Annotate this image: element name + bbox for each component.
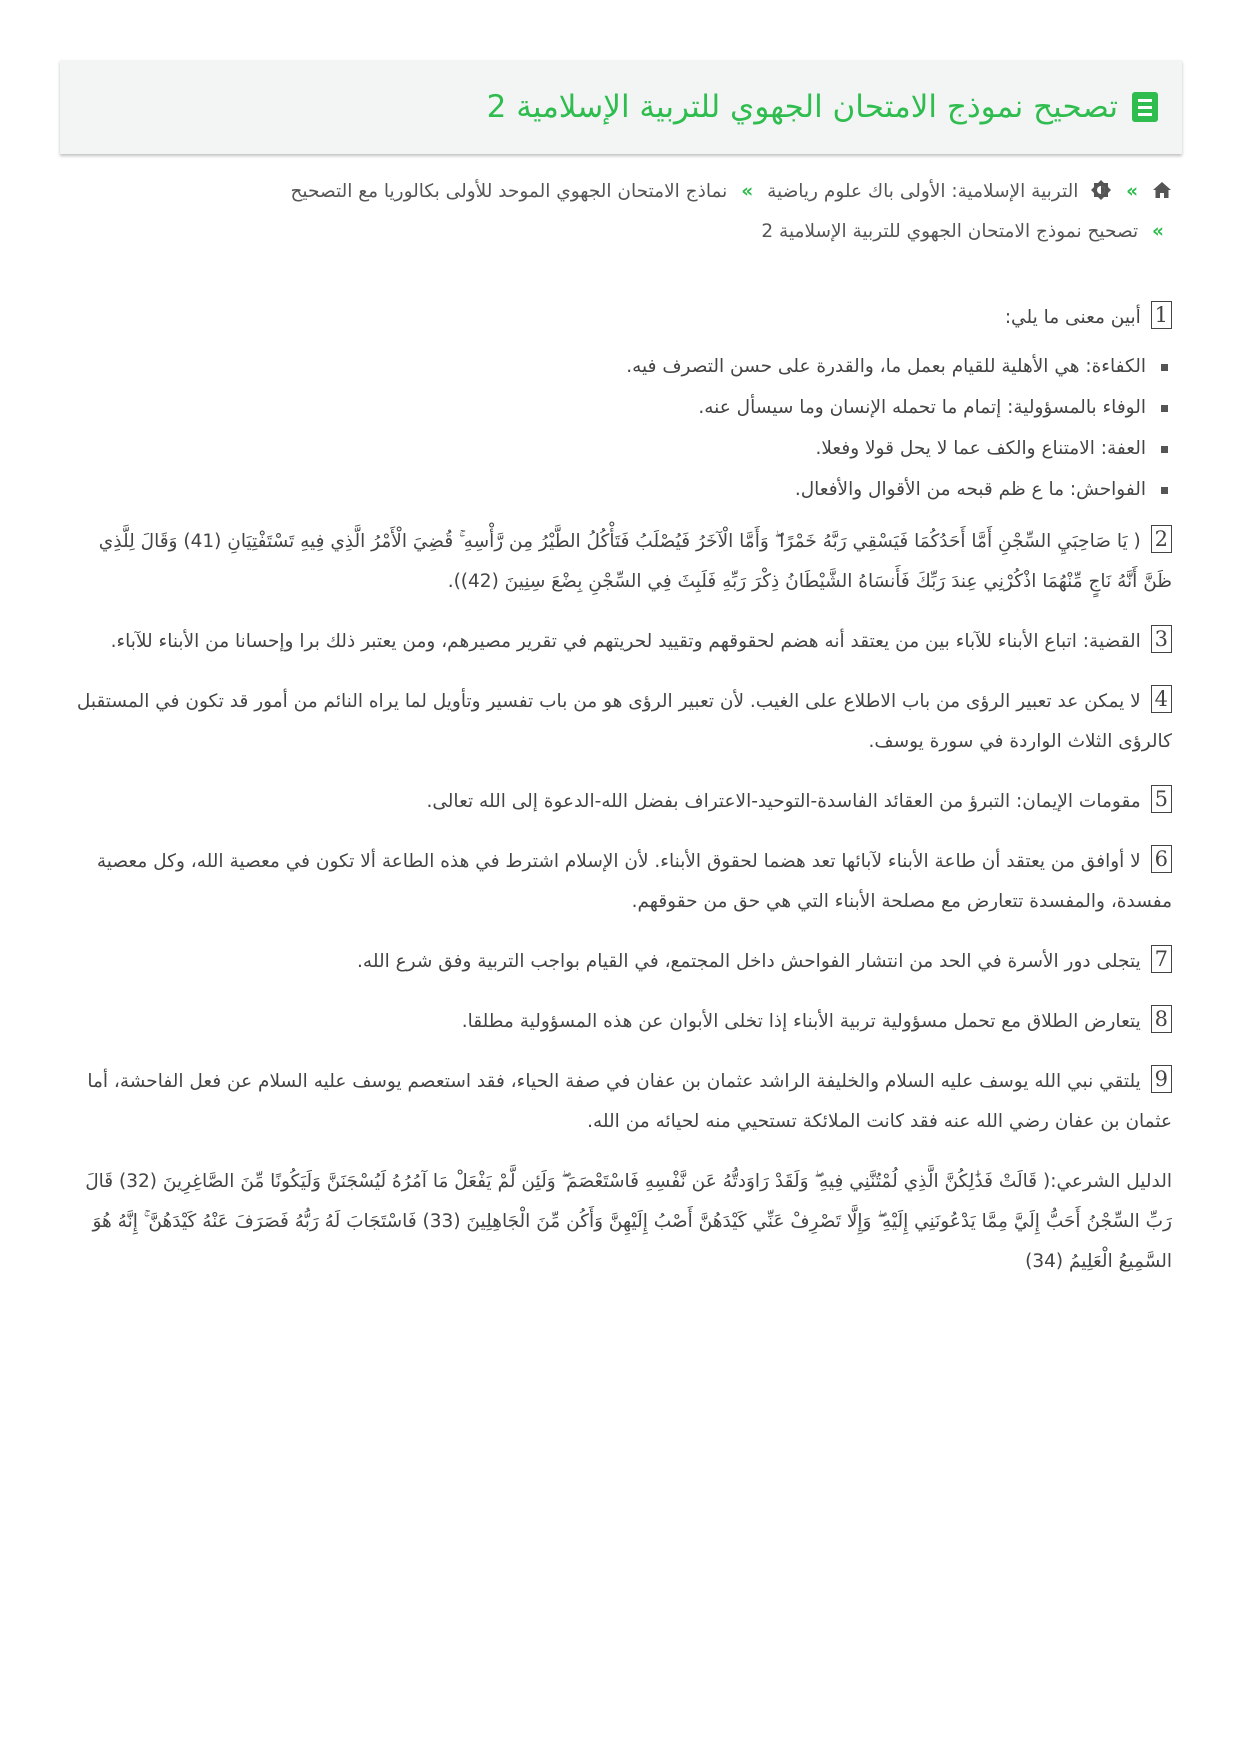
answer-number: 4 <box>1151 685 1172 713</box>
answer-number: 5 <box>1151 785 1172 813</box>
breadcrumb-separator: » <box>1126 181 1139 202</box>
page-header <box>60 60 1182 154</box>
breadcrumb-item-subject[interactable]: التربية الإسلامية: الأولى باك علوم رياضية <box>767 181 1079 202</box>
page-title: تصحيح نموذج الامتحان الجهوي للتربية الإسلامية 2 <box>486 89 1118 125</box>
answer-5 <box>70 782 1172 822</box>
answer-number: 1 <box>1151 301 1172 329</box>
answer-4 <box>70 682 1172 762</box>
answer-text: يتعارض الطلاق مع تحمل مسؤولية تربية الأبناء إذا تخلى الأبوان عن هذه المسؤولية مطلقا. <box>461 1011 1141 1032</box>
answer-text: يتجلى دور الأسرة في الحد من انتشار الفواحش داخل المجتمع، في القيام بواجب التربية وفق شرع الله. <box>357 951 1141 972</box>
home-icon[interactable] <box>1152 181 1172 199</box>
list-item: العفة: الامتناع والكف عما لا يحل قولا وفعلا. <box>70 428 1146 469</box>
document-icon <box>1132 92 1158 122</box>
answer-6 <box>70 842 1172 922</box>
list-item: الكفاءة: هي الأهلية للقيام بعمل ما، والقدرة على حسن التصرف فيه. <box>70 346 1146 387</box>
list-item: الفواحش: ما ع ظم قبحه من الأقوال والأفعال. <box>70 469 1146 510</box>
answer-7 <box>70 942 1172 982</box>
breadcrumb <box>152 172 1172 252</box>
answer-number: 7 <box>1151 945 1172 973</box>
answers-content <box>70 298 1172 1302</box>
evidence-paragraph <box>70 1162 1172 1282</box>
gear-icon <box>1090 179 1112 201</box>
answer-text: ( يَا صَاحِبَيِ السِّجْنِ أَمَّا أَحَدُكُمَا فَيَسْقِي رَبَّهُ خَمْرًا ۖ وَأَمَّا الْآخَرُ فَيُصْلَبُ فَتَأْكُلُ الطَّيْرُ مِن رَّأْسِهِ ۚ قُضِيَ الْأَمْرُ الَّذِي فِيهِ تَسْتَفْتِيَانِ (41) وَقَالَ لِلَّذِي ظَنَّ أَنَّهُ نَاجٍ مِّنْهُمَا اذْكُرْنِي عِندَ رَبِّكَ فَأَنسَاهُ الشَّيْطَانُ ذِكْرَ رَبِّهِ فَلَبِثَ فِي السِّجْنِ بِضْعَ سِنِينَ (42)). <box>98 531 1172 592</box>
answer-9 <box>70 1062 1172 1142</box>
evidence-text: الدليل الشرعي:( قَالَتْ فَذَٰلِكُنَّ الَّذِي لُمْتُنَّنِي فِيهِ ۖ وَلَقَدْ رَاوَدتُّهُ عَن نَّفْسِهِ فَاسْتَعْصَمَ ۖ وَلَئِن لَّمْ يَفْعَلْ مَا آمُرُهُ لَيُسْجَنَنَّ وَلَيَكُونًا مِّنَ الصَّاغِرِينَ (32) قَالَ رَبِّ السِّجْنُ أَحَبُّ إِلَيَّ مِمَّا يَدْعُونَنِي إِلَيْهِ ۖ وَإِلَّا تَصْرِفْ عَنِّي كَيْدَهُنَّ أَصْبُ إِلَيْهِنَّ وَأَكُن مِّنَ الْجَاهِلِينَ (33) فَاسْتَجَابَ لَهُ رَبُّهُ فَصَرَفَ عَنْهُ كَيْدَهُنَّ ۚ إِنَّهُ هُوَ السَّمِيعُ الْعَلِيمُ (34) <box>85 1171 1172 1272</box>
answer-intro: أبين معنى ما يلي: <box>1004 307 1141 328</box>
answer-text: لا يمكن عد تعبير الرؤى من باب الاطلاع على الغيب. لأن تعبير الرؤى هو من باب تفسير وتأويل لما يراه النائم من أمور قد تكون في المستقبل كالرؤى الثلاث الواردة في سورة يوسف. <box>76 691 1172 752</box>
answer-text: لا أوافق من يعتقد أن طاعة الأبناء لآبائها تعد هضما لحقوق الأبناء. لأن الإسلام اشترط في هذه الطاعة ألا تكون في معصية الله، وكل معصية مفسدة، والمفسدة تتعارض مع مصلحة الأبناء التي هي حق من حقوقهم. <box>96 851 1172 912</box>
answer-number: 6 <box>1151 845 1172 873</box>
answer-3 <box>70 622 1172 662</box>
definitions-list <box>70 346 1172 510</box>
list-item: الوفاء بالمسؤولية: إتمام ما تحمله الإنسان وما سيسأل عنه. <box>70 387 1146 428</box>
breadcrumb-separator: » <box>741 181 754 202</box>
answer-number: 9 <box>1151 1065 1172 1093</box>
answer-1 <box>70 298 1172 338</box>
answer-text: يلتقي نبي الله يوسف عليه السلام والخليفة الراشد عثمان بن عفان في صفة الحياء، فقد استعصم يوسف عليه السلام عن فعل الفاحشة، أما عثمان بن عفان رضي الله عنه فقد كانت الملائكة تستحيي منه لحيائه من الله. <box>87 1071 1172 1132</box>
answer-number: 2 <box>1151 525 1172 553</box>
breadcrumb-item-current: تصحيح نموذج الامتحان الجهوي للتربية الإسلامية 2 <box>761 221 1139 242</box>
answer-2 <box>70 522 1172 602</box>
answer-text: القضية: اتباع الأبناء للآباء بين من يعتقد أنه هضم لحقوقهم وتقييد لحريتهم في تقرير مصيرهم، ومن يعتبر ذلك برا وإحسانا من الأبناء للآباء. <box>110 631 1141 652</box>
breadcrumb-separator: » <box>1152 221 1164 242</box>
answer-text: مقومات الإيمان: التبرؤ من العقائد الفاسدة-التوحيد-الاعتراف بفضل الله-الدعوة إلى الله تعالى. <box>426 791 1141 812</box>
breadcrumb-item-exams[interactable]: نماذج الامتحان الجهوي الموحد للأولى بكالوريا مع التصحيح <box>290 181 728 202</box>
answer-8 <box>70 1002 1172 1042</box>
answer-number: 3 <box>1151 625 1172 653</box>
answer-number: 8 <box>1151 1005 1172 1033</box>
